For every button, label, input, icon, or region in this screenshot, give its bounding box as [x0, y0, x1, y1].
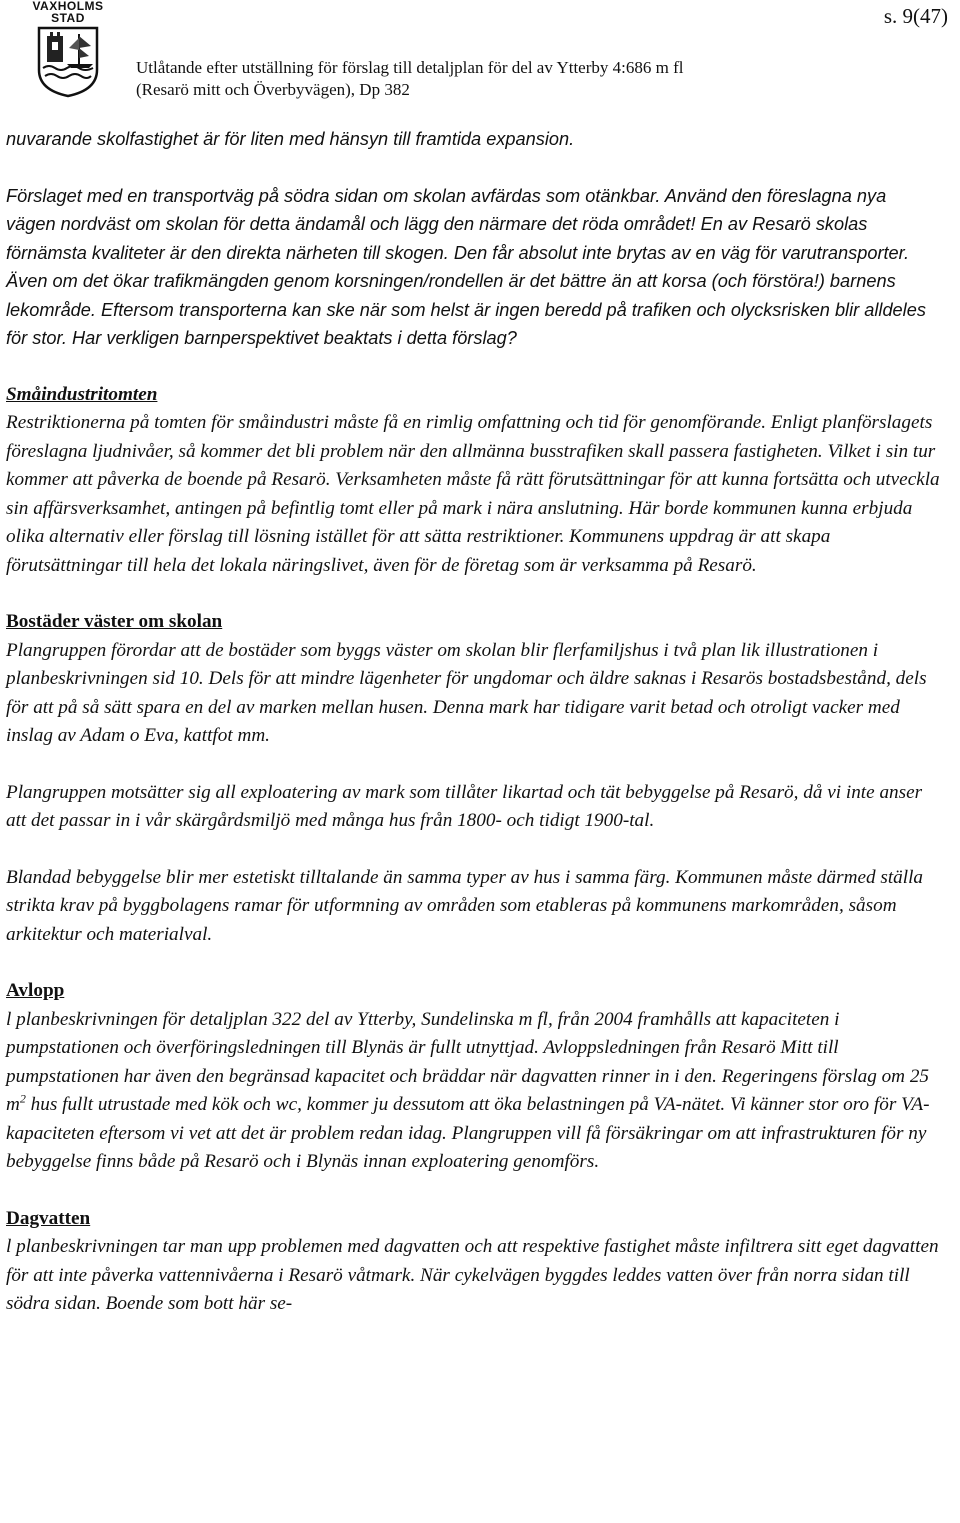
- section-paragraph: Plangruppen motsätter sig all exploatering av mark som tillåter likartad och tät bebyggelse på Resarö, då vi inte anser att det passar in i vår skärgårdsmiljö med många hus från 1800- och tidigt 1900-tal.: [6, 781, 923, 831]
- section-dagvatten: [6, 1205, 940, 1319]
- section-heading: Dagvatten: [6, 1207, 91, 1229]
- document-title-line2: (Resarö mitt och Överbyvägen), Dp 382: [136, 80, 410, 99]
- page-header: [0, 0, 960, 110]
- municipality-logo: [28, 0, 108, 100]
- document-title: [136, 57, 683, 101]
- intro-paragraph: Förslaget med en transportväg på södra sidan om skolan avfärdas som otänkbar. Använd den föreslagna nya vägen nordväst om skolan för detta ändamål och lägg den närmare det röda området! En av Resarö skolas förnämsta kvaliteter är den direkta närheten till skogen. Den får absolut inte brytas av en väg för varutransporter. Även om det ökar trafikmängden genom korsningen/rondellen är det bättre än att korsa (och förstöra!) barnens lekområde. Eftersom transporterna kan ske när som helst är ingen beredd på trafiken och olycksrisken blir alldeles för stor. Har verkligen barnperspektivet beaktats i detta förslag?: [6, 185, 926, 348]
- section-paragraph: l planbeskrivningen tar man upp problemen med dagvatten och att respektive fastighet måste infiltrera sitt eget dagvatten för att inte påverka vattennivåerna i Resarö våtmark. När cykelvägen byggdes leddes vatten över från norra sidan till södra sidan. Boende som bott här se-: [6, 1236, 939, 1314]
- section-heading: Småindustritomten: [6, 383, 158, 405]
- section-heading: Bostäder väster om skolan: [6, 611, 223, 632]
- section-smaindustri: [6, 381, 940, 581]
- section-bostader: [6, 608, 940, 949]
- logo-text-line2: STAD: [51, 11, 85, 25]
- page-number: s. 9(47): [883, 4, 948, 28]
- paragraph-text: l planbeskrivningen för detaljplan 322 del av Ytterby, Sundelinska m fl, från 2004 framhålls att kapaciteten i pumpstationen och överföringsledningen till Blynäs är fullt utnyttjad. Avloppsledningen från Resarö Mitt till pumpstationen har även den begränsad kapacitet och bräddar när dagvatten rinner in i den. Regeringens förslag om 25 m: [6, 1008, 930, 1115]
- logo-text-line1: VAXHOLMS: [32, 0, 104, 13]
- superscript: 2: [19, 1091, 26, 1106]
- section-paragraph: [6, 1006, 940, 1177]
- section-heading: Avlopp: [6, 980, 65, 1001]
- intro-line: nuvarande skolfastighet är för liten med hänsyn till framtida expansion.: [6, 129, 575, 149]
- section-paragraph: Blandad bebyggelse blir mer estetiskt tilltalande än samma typer av hus i samma färg. Kommunen måste därmed ställa strikta krav på byggbolagens ramar för utformning av områden som etableras på kommunens markområden, såsom arkitektur och materialval.: [6, 866, 923, 945]
- section-paragraph: Restriktionerna på tomten för småindustri måste få en rimlig omfattning och tid för genomförande. Enligt planförslagets föreslagna ljudnivåer, så kommer det bli problem när den allmänna busstrafiken skall passera fastigheten. Vilket i sin tur kommer att påverka de boende på Resarö. Verksamheten måste få rätt förutsättningar för att kunna fortsätta och utveckla sin affärsverksamhet, antingen på befintlig tomt eller på mark i nära anslutning. Här borde kommunen kunna erbjuda olika alternativ eller förslag till lösning istället för att sätta restriktioner. Kommunens uppdrag är att skapa förutsättningar till hela det lokala näringslivet, även för de företag som är verksamma på Resarö.: [6, 412, 940, 576]
- document-title-line1: Utlåtande efter utställning för förslag till detaljplan för del av Ytterby 4:686 m fl: [136, 58, 684, 77]
- section-paragraph: Plangruppen förordar att de bostäder som byggs väster om skolan blir flerfamiljshus i två plan lik illustrationen i planbeskrivningen sid 10. Dels för att mindre lägenheter för ungdomar och äldre saknas i Resarös bostadsbestånd, dels för att på så sätt spara en del av marken mellan husen. Denna mark har tidigare varit betad och otroligt vacker med inslag av Adam o Eva, kattfot mm.: [6, 639, 927, 746]
- coat-of-arms-icon: [37, 26, 99, 98]
- paragraph-text: hus fullt utrustade med kök och wc, kommer ju dessutom att öka belastningen på VA-nätet. Vi känner stor oro för VA-kapaciteten eftersom vi vet att det är problem redan idag. Plangruppen vill få försäkringar om att infrastrukturen för ny bebyggelse finns både på Resarö och i Blynäs innan exploatering genomförs.: [6, 1094, 930, 1172]
- section-avlopp: [6, 977, 940, 1177]
- intro-block: [6, 125, 940, 353]
- document-body: [6, 125, 940, 1319]
